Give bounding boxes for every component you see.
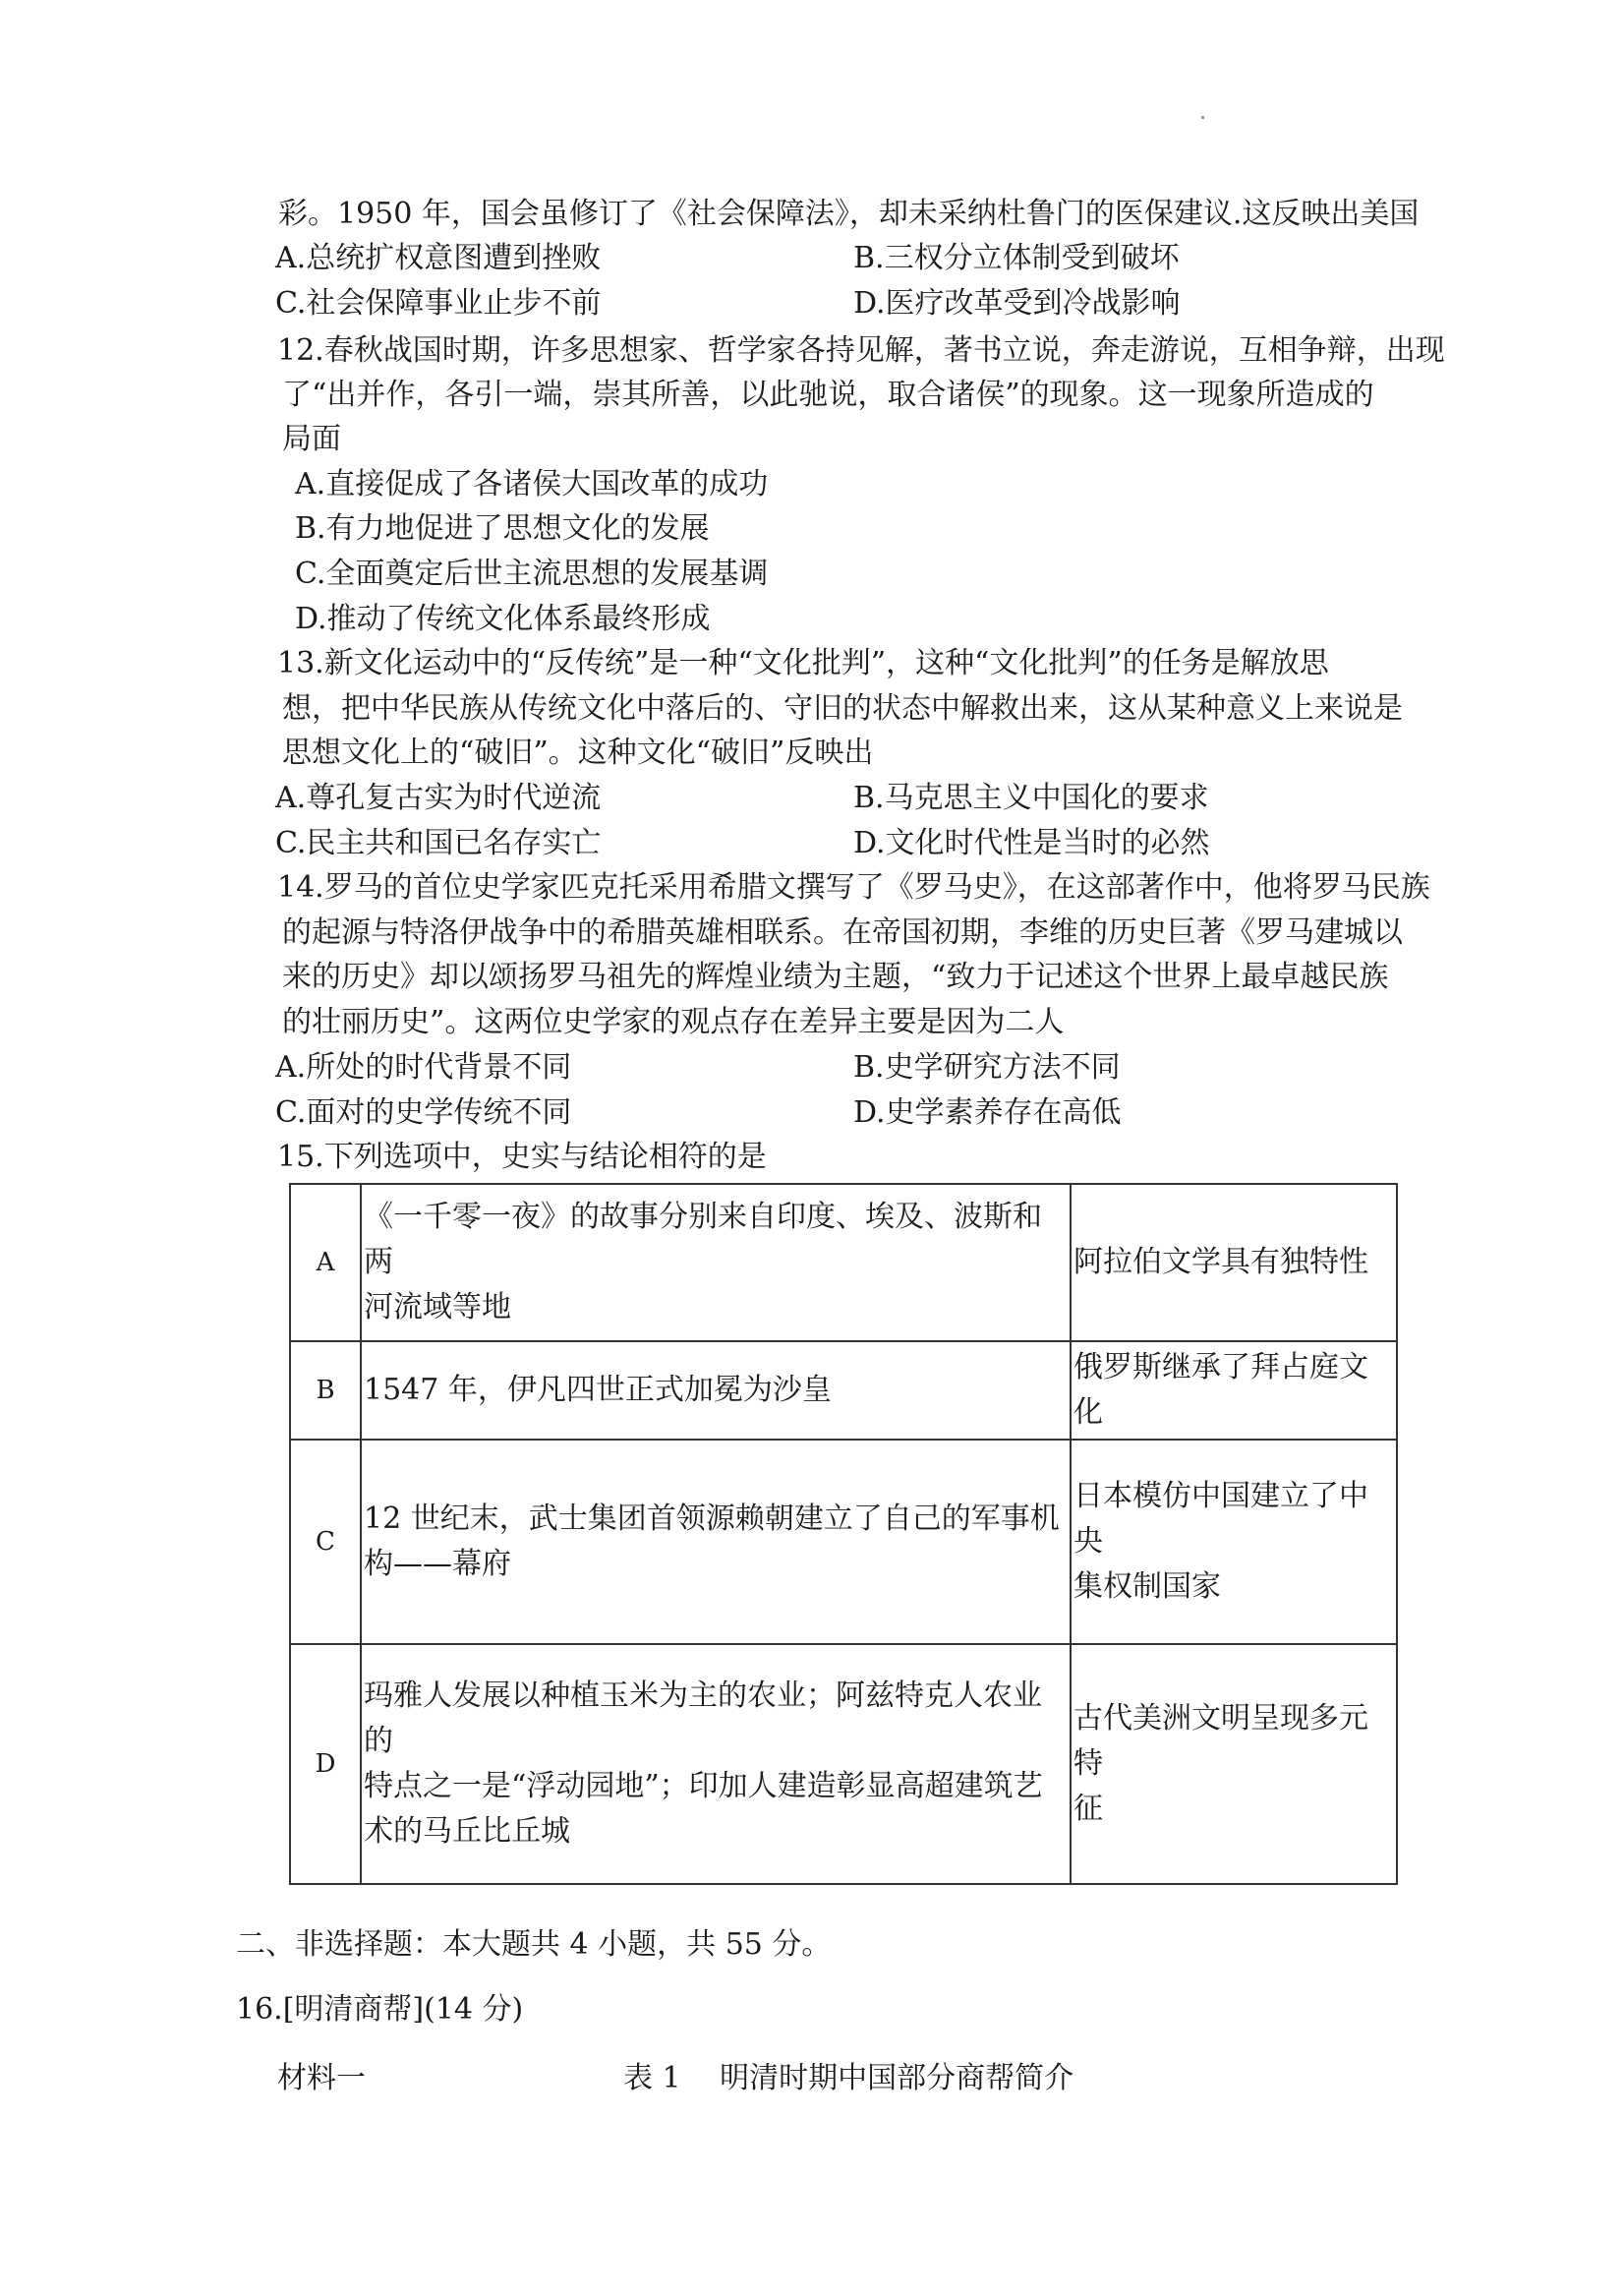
fact-line: 《一千零一夜》的故事分别来自印度、埃及、波斯和两 — [364, 1200, 1042, 1279]
fact-cell — [361, 1341, 1071, 1440]
section2-heading: 二、非选择题：本大题共 4 小题，共 55 分。 — [236, 1927, 832, 1962]
q12-option-c: C.全面奠定后世主流思想的发展基调 — [295, 557, 769, 591]
row-letter: B — [290, 1341, 361, 1440]
q13-stem-line-2: 想，把中华民族从传统文化中落后的、守旧的状态中解救出来，这从某种意义上来说是 — [282, 691, 1403, 726]
q14-stem-line-4: 的壮丽历史”。这两位史学家的观点存在差异主要是因为二人 — [282, 1005, 1065, 1039]
table-caption: 表 1 明清时期中国部分商帮简介 — [623, 2061, 1074, 2095]
q12-option-a: A.直接促成了各诸侯大国改革的成功 — [295, 467, 769, 501]
q13-stem-line-3: 思想文化上的“破旧”。这种文化“破旧”反映出 — [282, 736, 874, 770]
conclusion-cell — [1071, 1440, 1397, 1644]
q14-option-a: A.所处的时代背景不同 — [275, 1050, 572, 1085]
q12-stem-line-1: 12.春秋战国时期，许多思想家、哲学家各持见解，著书立说，奔走游说，互相争辩，出现 — [277, 333, 1445, 368]
conclusion-line: 日本模仿中国建立了中央 — [1073, 1479, 1368, 1559]
q13-stem-line-1: 13.新文化运动中的“反传统”是一种“文化批判”，这种“文化批判”的任务是解放思 — [277, 646, 1329, 680]
conclusion-line: 古代美洲文明呈现多元特 — [1073, 1701, 1368, 1781]
row-letter: C — [290, 1440, 361, 1644]
row-letter: A — [290, 1184, 361, 1341]
fact-line: 1547 年，伊凡四世正式加冕为沙皇 — [364, 1373, 832, 1407]
q13-option-a: A.尊孔复古实为时代逆流 — [275, 781, 602, 815]
conclusion-cell — [1071, 1341, 1397, 1440]
fact-cell — [361, 1440, 1071, 1644]
q11-option-a: A.总统扩权意图遭到挫败 — [275, 241, 602, 275]
q13-option-c: C.民主共和国已名存实亡 — [275, 826, 602, 860]
row-letter: D — [290, 1644, 361, 1884]
table-row — [290, 1184, 1397, 1341]
q11-stem-end: 彩。1950 年，国会虽修订了《社会保障法》，却未采纳杜鲁门的医保建议.这反映出美国 — [278, 197, 1420, 231]
fact-line: 特点之一是“浮动园地”；印加人建造彰显高超建筑艺 — [364, 1769, 1043, 1803]
conclusion-line: 俄罗斯继承了拜占庭文化 — [1073, 1350, 1368, 1430]
q12-option-d: D.推动了传统文化体系最终形成 — [295, 602, 711, 636]
conclusion-line: 阿拉伯文学具有独特性 — [1073, 1245, 1368, 1279]
q14-option-b: B.史学研究方法不同 — [853, 1050, 1121, 1085]
q14-stem-line-3: 来的历史》却以颂扬罗马祖先的辉煌业绩为主题，“致力于记述这个世界上最卓越民族 — [282, 960, 1389, 994]
fact-cell — [361, 1644, 1071, 1884]
fact-line: 玛雅人发展以种植玉米为主的农业；阿兹特克人农业的 — [364, 1678, 1042, 1758]
fact-line: 12 世纪末，武士集团首领源赖朝建立了自己的军事机 — [364, 1501, 1060, 1536]
q11-option-c: C.社会保障事业止步不前 — [275, 286, 602, 321]
fact-line: 河流域等地 — [364, 1290, 511, 1325]
q14-option-c: C.面对的史学传统不同 — [275, 1095, 572, 1130]
q15-stem: 15.下列选项中，史实与结论相符的是 — [277, 1140, 767, 1174]
table-row — [290, 1341, 1397, 1440]
conclusion-line: 集权制国家 — [1073, 1569, 1221, 1604]
table-row — [290, 1440, 1397, 1644]
table-row — [290, 1644, 1397, 1884]
q14-stem-line-2: 的起源与特洛伊战争中的希腊英雄相联系。在帝国初期，李维的历史巨著《罗马建城以 — [282, 915, 1403, 950]
q13-option-b: B.马克思主义中国化的要求 — [853, 781, 1209, 815]
q16-title: 16.[明清商帮](14 分) — [236, 1992, 524, 2027]
conclusion-cell — [1071, 1184, 1397, 1341]
q13-option-d: D.文化时代性是当时的必然 — [853, 826, 1210, 860]
scan-speck — [1201, 116, 1204, 119]
conclusion-cell — [1071, 1644, 1397, 1884]
material-label: 材料一 — [277, 2061, 366, 2095]
q11-option-d: D.医疗改革受到冷战影响 — [853, 286, 1181, 321]
conclusion-line: 征 — [1073, 1792, 1103, 1826]
q11-option-b: B.三权分立体制受到破坏 — [853, 241, 1180, 275]
fact-line: 术的马丘比丘城 — [364, 1814, 570, 1849]
fact-line: 构——幕府 — [364, 1547, 511, 1581]
q12-stem-line-3: 局面 — [282, 422, 341, 456]
q14-stem-line-1: 14.罗马的首位史学家匹克托采用希腊文撰写了《罗马史》，在这部著作中，他将罗马民族 — [277, 870, 1430, 905]
q15-fact-table — [289, 1183, 1398, 1885]
q12-stem-line-2: 了“出并作，各引一端，崇其所善，以此驰说，取合诸侯”的现象。这一现象所造成的 — [282, 378, 1374, 412]
q14-option-d: D.史学素养存在高低 — [853, 1095, 1122, 1130]
q12-option-b: B.有力地促进了思想文化的发展 — [295, 511, 710, 546]
fact-cell — [361, 1184, 1071, 1341]
